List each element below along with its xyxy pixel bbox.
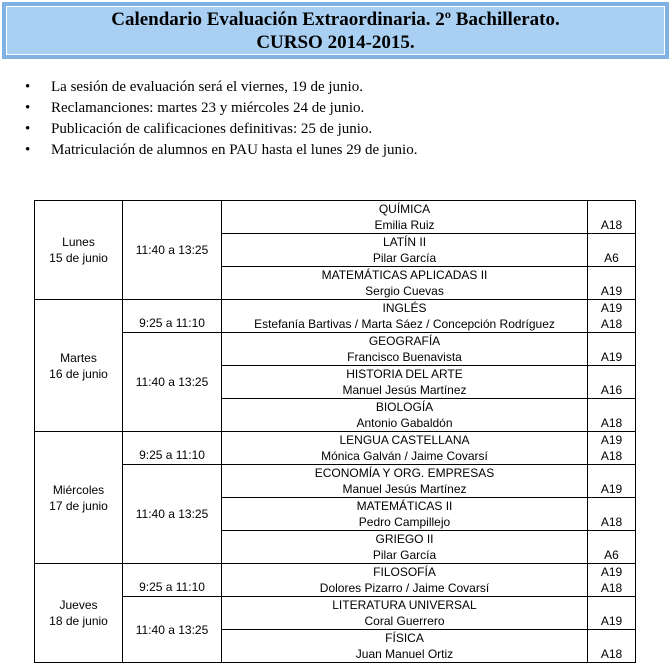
room-cell: A6 <box>588 531 636 564</box>
bullet: • <box>25 100 31 116</box>
time-cell: 11:40 a 13:25 <box>123 201 222 300</box>
exam-cell: ECONOMÍA Y ORG. EMPRESAS Manuel Jesús Martínez <box>222 465 588 498</box>
exam-cell: BIOLOGÍA Antonio Gabaldón <box>222 399 588 432</box>
time-cell: 11:40 a 13:25 <box>123 465 222 564</box>
room-cell: A18 <box>588 201 636 234</box>
table-row <box>35 597 636 630</box>
table-row <box>35 300 636 333</box>
day-cell: Martes 16 de junio <box>35 300 123 432</box>
room-cell: A19 A18 <box>588 432 636 465</box>
table-row <box>35 465 636 498</box>
page-title: Calendario Evaluación Extraordinaria. 2º Bachillerato. <box>111 8 560 30</box>
day-cell: Jueves 18 de junio <box>35 564 123 663</box>
exam-schedule-table <box>34 200 636 663</box>
room-cell: A19 <box>588 465 636 498</box>
room-cell: A18 <box>588 399 636 432</box>
exam-cell: GRIEGO II Pilar García <box>222 531 588 564</box>
time-cell: 11:40 a 13:25 <box>123 597 222 663</box>
table-row <box>35 432 636 465</box>
title-banner <box>2 2 669 59</box>
exam-cell: HISTORIA DEL ARTE Manuel Jesús Martínez <box>222 366 588 399</box>
exam-cell: LITERATURA UNIVERSAL Coral Guerrero <box>222 597 588 630</box>
room-cell: A6 <box>588 234 636 267</box>
time-cell: 9:25 a 11:10 <box>123 564 222 597</box>
time-cell: 9:25 a 11:10 <box>123 432 222 465</box>
day-cell: Miércoles 17 de junio <box>35 432 123 564</box>
exam-cell: FILOSOFÍA Dolores Pizarro / Jaime Covarsí <box>222 564 588 597</box>
list-item: • Matriculación de alumnos en PAU hasta el lunes 29 de junio. <box>20 140 417 161</box>
room-cell: A18 <box>588 498 636 531</box>
notes-list <box>20 77 417 161</box>
exam-cell: INGLÉS Estefanía Bartivas / Marta Sáez / Concepción Rodríguez <box>222 300 588 333</box>
day-cell: Lunes 15 de junio <box>35 201 123 300</box>
title-box <box>6 6 665 55</box>
exam-cell: FÍSICA Juan Manuel Ortiz <box>222 630 588 663</box>
list-item: • Reclamanciones: martes 23 y miércoles 24 de junio. <box>20 98 417 119</box>
bullet: • <box>25 121 31 137</box>
exam-cell: MATEMÁTICAS APLICADAS II Sergio Cuevas <box>222 267 588 300</box>
exam-cell: LATÍN II Pilar García <box>222 234 588 267</box>
bullet: • <box>25 79 31 95</box>
room-cell: A16 <box>588 366 636 399</box>
table-row <box>35 564 636 597</box>
time-cell: 11:40 a 13:25 <box>123 333 222 432</box>
room-cell: A19 A18 <box>588 564 636 597</box>
room-cell: A19 A18 <box>588 300 636 333</box>
bullet: • <box>25 142 31 158</box>
list-item: • Publicación de calificaciones definitivas: 25 de junio. <box>20 119 417 140</box>
exam-cell: LENGUA CASTELLANA Mónica Galván / Jaime Covarsí <box>222 432 588 465</box>
exam-cell: GEOGRAFÍA Francisco Buenavista <box>222 333 588 366</box>
table-row <box>35 201 636 234</box>
exam-cell: MATEMÁTICAS II Pedro Campillejo <box>222 498 588 531</box>
time-cell: 9:25 a 11:10 <box>123 300 222 333</box>
exam-cell: QUÍMICA Emilia Ruiz <box>222 201 588 234</box>
table-row <box>35 333 636 366</box>
room-cell: A19 <box>588 333 636 366</box>
room-cell: A18 <box>588 630 636 663</box>
list-item: • La sesión de evaluación será el viernes, 19 de junio. <box>20 77 417 98</box>
room-cell: A19 <box>588 267 636 300</box>
room-cell: A19 <box>588 597 636 630</box>
page-subtitle: CURSO 2014-2015. <box>256 31 415 53</box>
